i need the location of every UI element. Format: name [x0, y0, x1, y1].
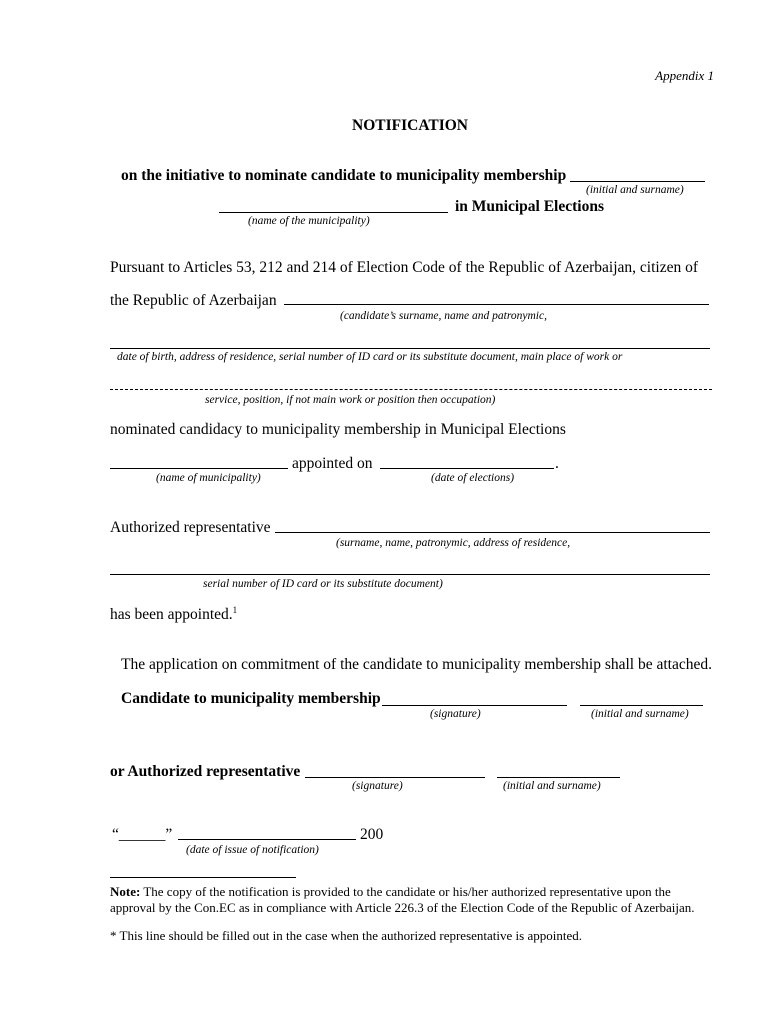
auth-rep-id-blank[interactable]	[110, 574, 710, 575]
candidate-initial-blank[interactable]	[580, 705, 703, 706]
citizen-label: the Republic of Azerbaijan	[110, 292, 277, 309]
hint-date-issue: (date of issue of notification)	[186, 844, 319, 856]
hint-candidate-name: (candidate’s surname, name and patronymic,	[340, 310, 547, 322]
note-line1	[110, 884, 671, 900]
date-day-field[interactable]	[112, 826, 172, 844]
municipality-name-blank[interactable]	[219, 212, 448, 213]
candidate-service-blank[interactable]	[110, 389, 712, 390]
period: .	[555, 455, 559, 472]
body-para1: Pursuant to Articles 53, 212 and 214 of Election Code of the Republic of Azerbaijan, citizen of	[110, 259, 698, 276]
footnote-mark: 1	[232, 605, 238, 615]
auth-rep-label: Authorized representative	[110, 519, 271, 536]
candidate-signature-label: Candidate to municipality membership	[121, 690, 381, 707]
rep-signature-blank[interactable]	[305, 777, 485, 778]
hint-name-municipality: (name of municipality)	[156, 472, 261, 484]
has-been-appointed	[110, 605, 237, 624]
hint-candidate-signature: (signature)	[430, 708, 481, 720]
hint-rep-initial: (initial and surname)	[503, 780, 601, 792]
footnote-divider	[110, 877, 296, 878]
asterisk-note: * This line should be filled out in the case when the authorized representative is appointed.	[110, 928, 582, 943]
application-text: The application on commitment of the candidate to municipality membership shall be attached.	[121, 656, 712, 673]
day-blank: ______	[118, 826, 166, 843]
close-quote: ”	[165, 826, 173, 843]
date-month-blank[interactable]	[178, 839, 356, 840]
hint-municipality-name: (name of the municipality)	[248, 215, 370, 227]
candidate-signature-blank[interactable]	[382, 705, 567, 706]
nominated-text: nominated candidacy to municipality membership in Municipal Elections	[110, 421, 566, 438]
hint-rep-signature: (signature)	[352, 780, 403, 792]
rep-initial-blank[interactable]	[497, 777, 620, 778]
open-quote: “	[112, 826, 119, 843]
note-line2: approval by the Con.EC as in compliance with Article 226.3 of the Election Code of the Republic of Azerbaijan.	[110, 900, 695, 915]
hint-rep-id: serial number of ID card or its substitute document)	[203, 578, 443, 590]
hint-candidate-details: date of birth, address of residence, serial number of ID card or its substitute document, main place of work or	[117, 351, 623, 363]
hint-date-elections: (date of elections)	[431, 472, 515, 484]
has-been-appointed-text: has been appointed.	[110, 606, 233, 624]
or-rep-label: or Authorized representative	[110, 763, 301, 780]
hint-rep-details: (surname, name, patronymic, address of residence,	[336, 537, 571, 549]
appointed-on-label: appointed on	[292, 455, 373, 472]
note-text-1: The copy of the notification is provided to the candidate or his/her authorized representative upon the	[140, 884, 671, 899]
subtitle-line1: on the initiative to nominate candidate to municipality membership	[121, 167, 567, 184]
year-label: 200	[360, 826, 384, 843]
appendix-label: Appendix 1	[655, 68, 714, 83]
municipality-blank[interactable]	[110, 468, 288, 469]
candidate-name-blank[interactable]	[284, 304, 709, 305]
auth-rep-name-blank[interactable]	[275, 532, 710, 533]
note-label: Note:	[110, 884, 141, 899]
page-title: NOTIFICATION	[352, 117, 468, 134]
initial-surname-blank[interactable]	[570, 181, 705, 182]
election-date-blank[interactable]	[380, 468, 554, 469]
subtitle-line2: in Municipal Elections	[455, 198, 604, 215]
hint-initial-surname: (initial and surname)	[586, 184, 684, 196]
hint-candidate-initial: (initial and surname)	[591, 708, 689, 720]
candidate-details-blank[interactable]	[110, 348, 710, 349]
hint-service: service, position, if not main work or position then occupation)	[205, 394, 496, 406]
